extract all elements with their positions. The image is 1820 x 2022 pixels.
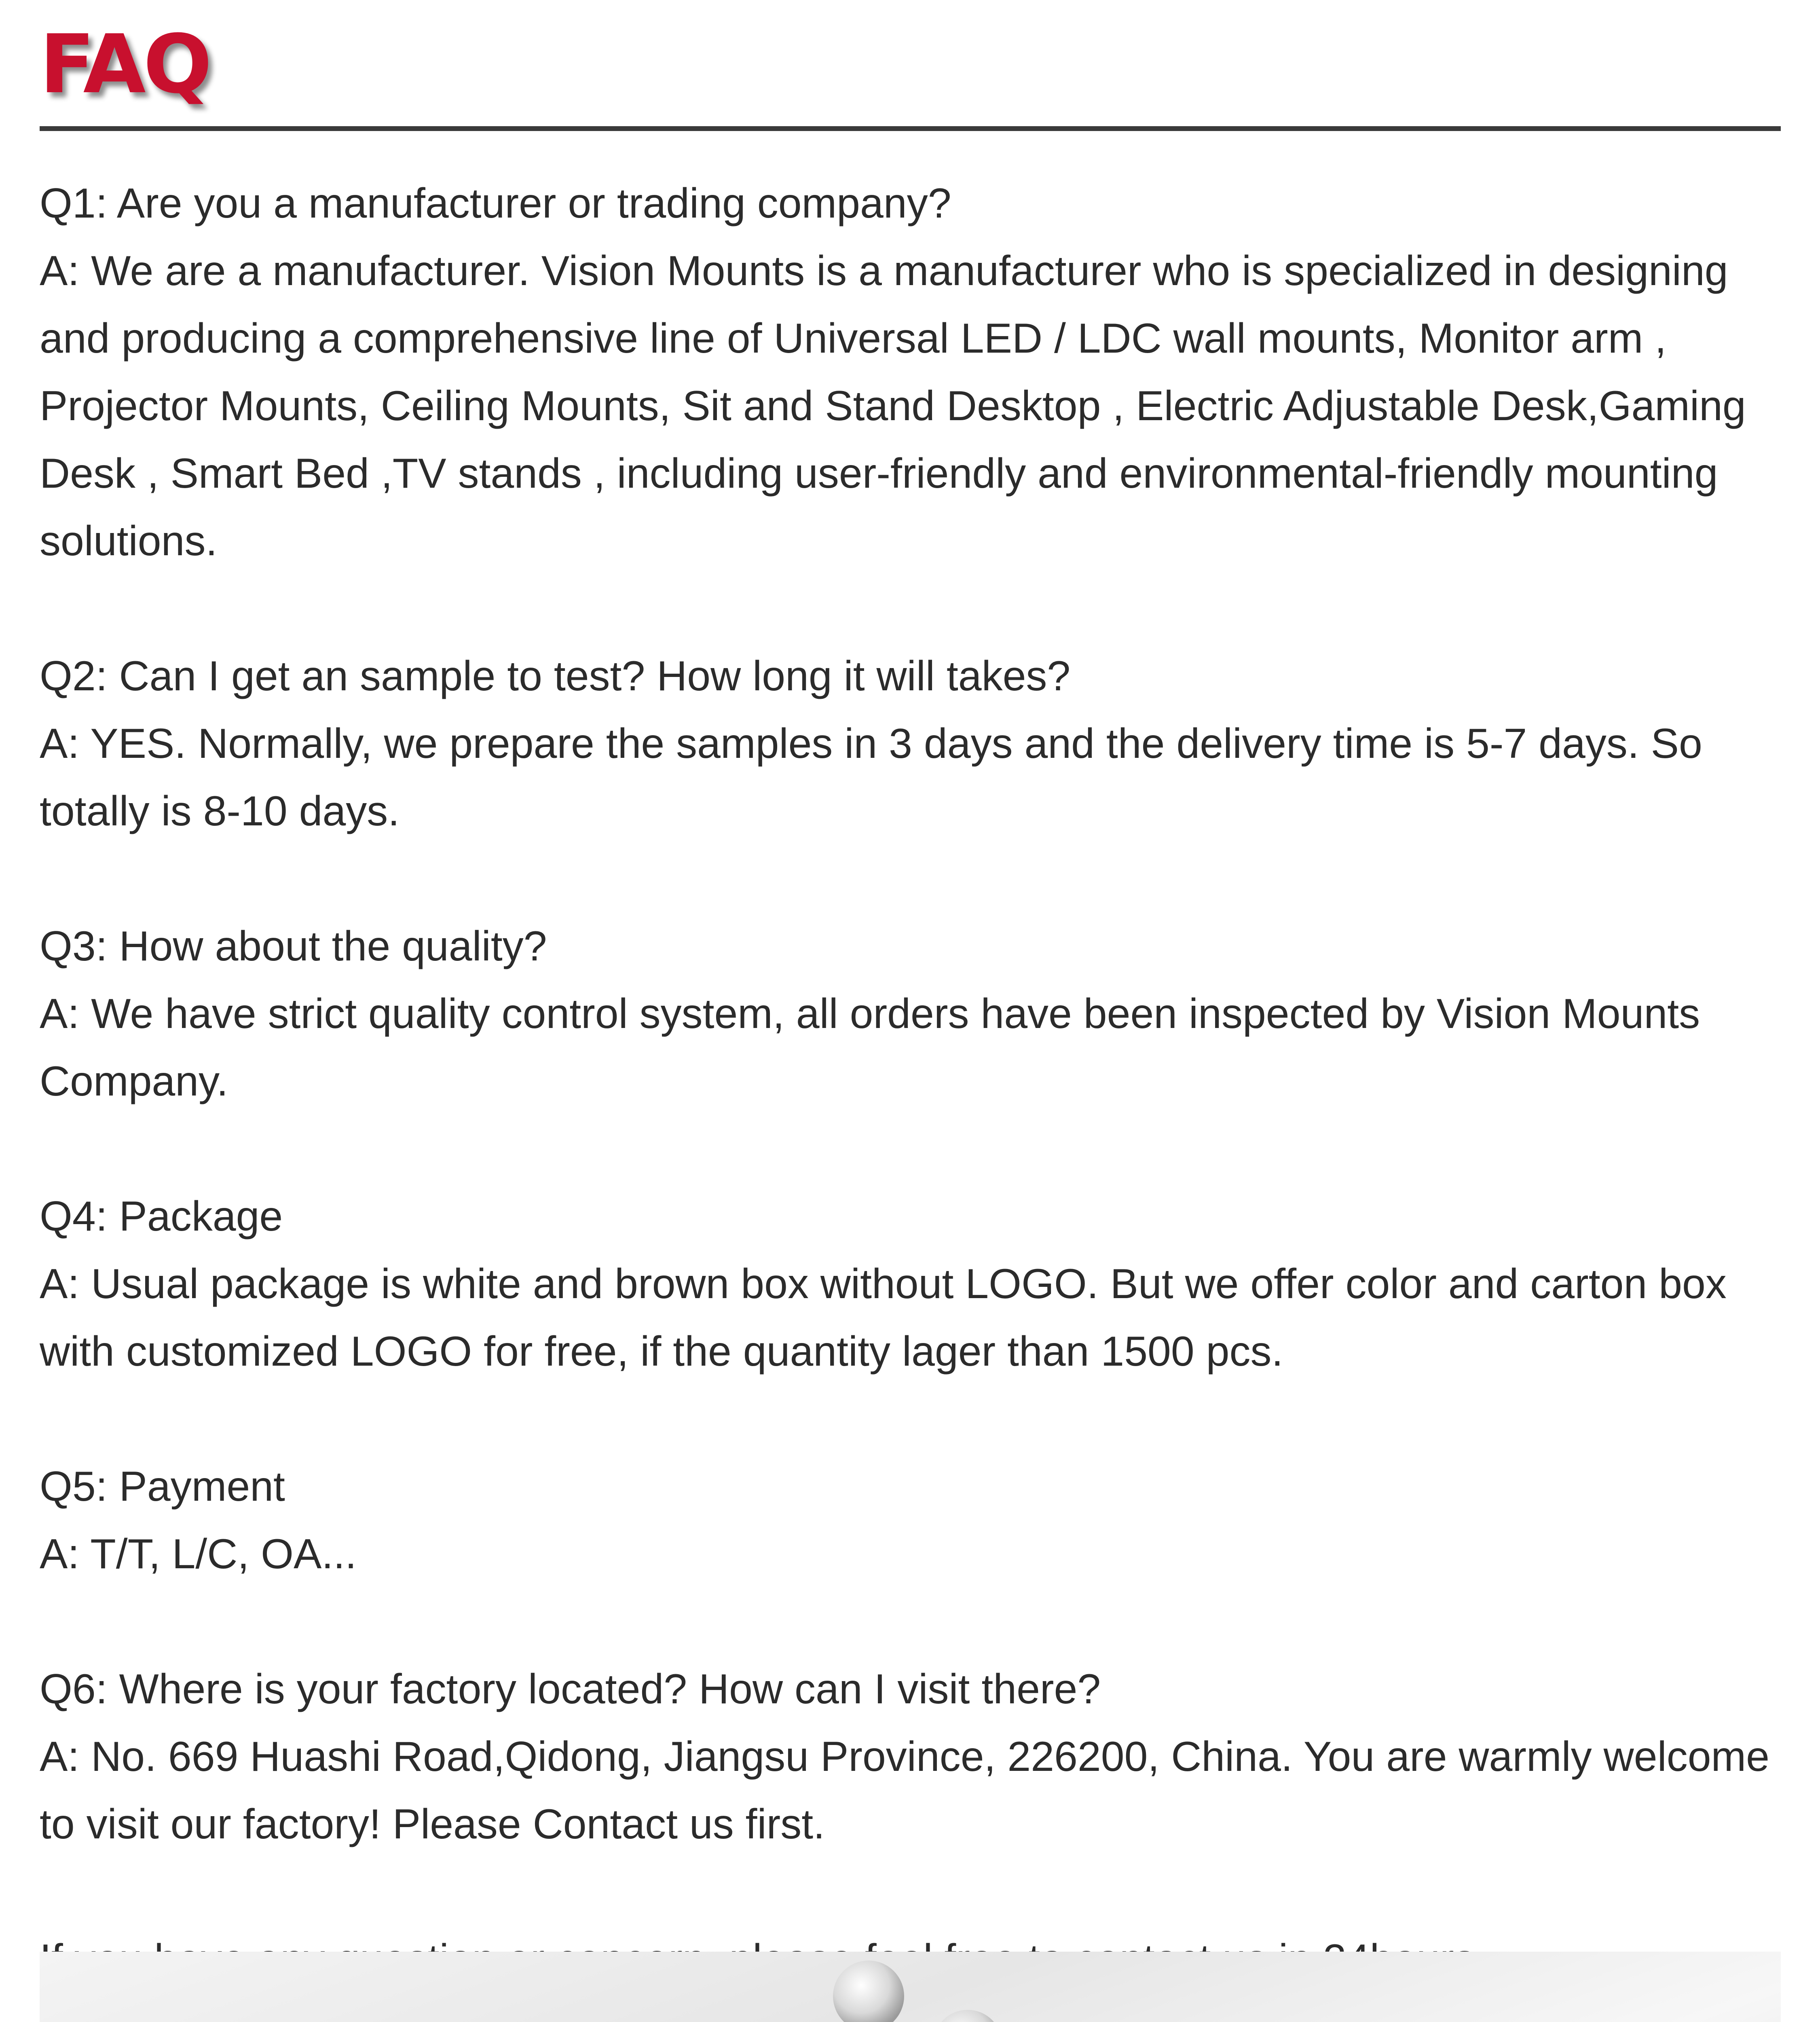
faq-item-6 [40,1656,1781,1858]
faq-answer: A: We have strict quality control system, all orders have been inspected by Vision Mounts Company. [40,990,1700,1105]
faq-item-2 [40,643,1781,845]
quotation-banner [40,1952,1781,2022]
faq-item-1 [40,170,1781,575]
faq-answer: A: We are a manufacturer. Vision Mounts is a manufacturer who is specialized in designing and producing a comprehensive line of Universal LED / LDC wall mounts, Monitor arm , Projector Mounts, Ceiling Mounts, Sit and Stand Desktop , Electric Adjustable Desk,Gaming Desk , Smart Bed ,TV stands , including user-friendly and environmental-friendly mounting solutions. [40,247,1746,565]
faq-answer: A: YES. Normally, we prepare the samples in 3 days and the delivery time is 5-7 days. So totally is 8-10 days. [40,720,1702,835]
team-huddle-icon [40,1952,1781,2022]
faq-question: Q5: Payment [40,1463,285,1510]
faq-item-5 [40,1453,1781,1588]
faq-list [40,170,1781,1993]
faq-question: Q6: Where is your factory located? How can I visit there? [40,1666,1101,1713]
faq-header [40,17,1781,133]
faq-item-3 [40,913,1781,1115]
header-divider [40,126,1781,131]
faq-answer: A: T/T, L/C, OA... [40,1531,357,1578]
faq-question: Q3: How about the quality? [40,923,547,970]
faq-answer: A: Usual package is white and brown box without LOGO. But we offer color and carton box with customized LOGO for free, if the quantity lager than 1500 pcs. [40,1261,1727,1375]
faq-question: Q2: Can I get an sample to test? How long it will takes? [40,653,1071,700]
page-title: FAQ [40,17,210,112]
faq-answer: A: No. 669 Huashi Road,Qidong, Jiangsu Province, 226200, China. You are warmly welcome to visit our factory! Please Contact us first. [40,1733,1770,1848]
faq-item-4 [40,1183,1781,1385]
faq-question: Q1: Are you a manufacturer or trading company? [40,180,951,227]
faq-question: Q4: Package [40,1193,283,1240]
